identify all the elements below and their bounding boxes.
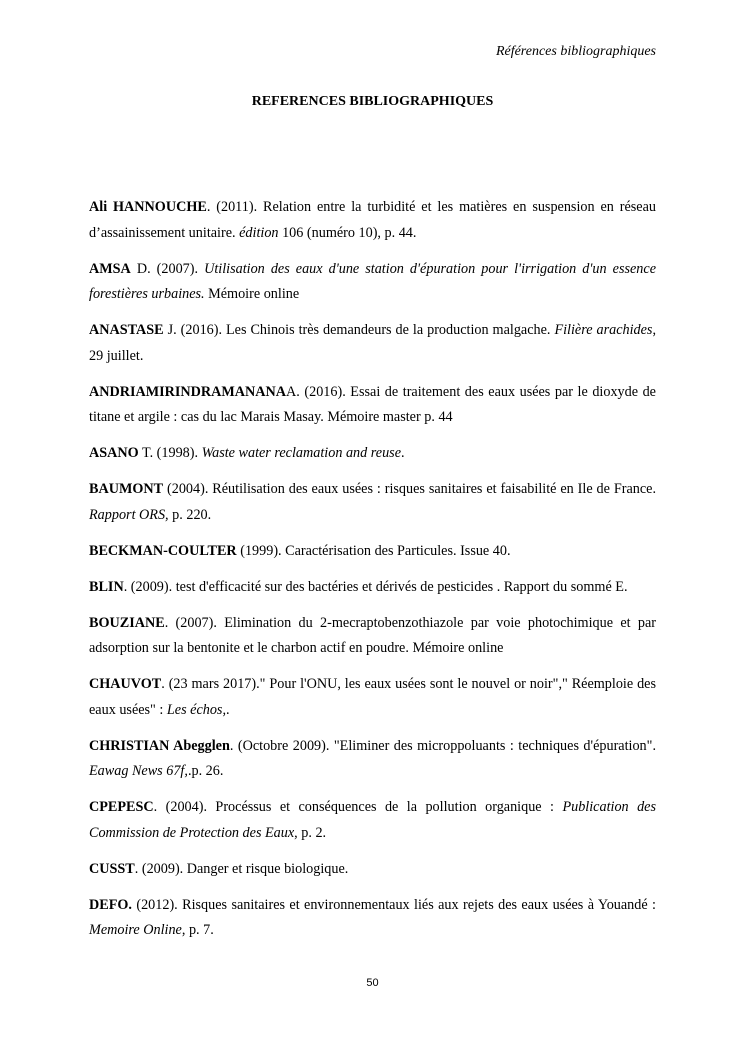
- reference-text: . (Octobre 2009). "Eliminer des microppoluants : techniques d'épuration".: [229, 737, 656, 754]
- reference-text: .: [401, 445, 405, 461]
- reference-text: T. (1998).: [138, 445, 202, 461]
- reference-text: J. (2016). Les Chinois très demandeurs de la production malgache.: [163, 322, 555, 338]
- reference-item: [89, 795, 656, 846]
- reference-source: Les échos,: [166, 701, 226, 718]
- reference-text: (1999). Caractérisation des Particules. Issue 40.: [236, 542, 511, 559]
- reference-source: Filière arachides: [554, 322, 653, 338]
- reference-author: Ali HANNOUCHE: [89, 199, 207, 215]
- reference-author: AMSA: [89, 260, 131, 277]
- reference-author: ASANO: [89, 445, 139, 461]
- reference-item: [89, 611, 656, 662]
- reference-text: . (2009). test d'efficacité sur des bactéries et dérivés de pesticides . Rapport du sommé E.: [123, 578, 628, 595]
- reference-item: [89, 734, 656, 785]
- reference-text: 106 (numéro 10), p. 44.: [278, 224, 417, 241]
- reference-text: .p. 26.: [187, 763, 224, 779]
- reference-author: BAUMONT: [89, 481, 164, 497]
- reference-text: . (2009). Danger et risque biologique.: [134, 860, 349, 877]
- reference-item: [89, 893, 656, 944]
- reference-text: . (2011). Relation entre la turbidité et les matières en suspension en réseau d’assainissement unitaire.: [89, 199, 656, 241]
- reference-text: , p. 7.: [181, 922, 214, 938]
- reference-author: CHAUVOT: [89, 676, 162, 692]
- reference-item: [89, 672, 656, 723]
- reference-text: D. (2007).: [130, 260, 205, 277]
- reference-text: A. (2016). Essai de traitement des eaux usées par le dioxyde de titane et argile : cas du lac Marais Masay. Mémoire master p. 44: [89, 383, 656, 425]
- reference-source: Waste water reclamation and reuse: [201, 445, 401, 461]
- reference-text: (2012). Risques sanitaires et environnementaux liés aux rejets des eaux usées à Youandé :: [131, 896, 656, 913]
- reference-text: .: [226, 701, 230, 718]
- reference-item: [89, 477, 656, 528]
- reference-author: ANASTASE: [89, 322, 164, 338]
- reference-text: (2004). Réutilisation des eaux usées : risques sanitaires et faisabilité en Ile de France.: [163, 481, 656, 497]
- reference-source: Memoire Online: [89, 922, 182, 938]
- reference-item: [89, 257, 656, 308]
- reference-item: [89, 380, 656, 431]
- reference-source: Publication des Commission de Protection des Eaux: [89, 799, 656, 841]
- running-header: Références bibliographiques: [495, 44, 656, 59]
- reference-author: BECKMAN-COULTER: [89, 542, 237, 559]
- reference-source: Rapport ORS,: [89, 506, 169, 523]
- reference-item: [89, 195, 656, 246]
- reference-source: édition: [239, 224, 279, 241]
- reference-text: . (23 mars 2017)." Pour l'ONU, les eaux usées sont le nouvel or noir"," Réemploie des eaux usées" :: [89, 676, 656, 718]
- reference-text: , p. 2.: [294, 824, 327, 841]
- reference-author: BLIN: [89, 578, 124, 595]
- reference-list: [89, 195, 656, 954]
- reference-text: Mémoire online: [204, 286, 300, 302]
- reference-item: [89, 575, 656, 601]
- reference-author: CPEPESC: [89, 799, 154, 815]
- reference-source: Utilisation des eaux d'une station d'épuration pour l'irrigation d'un essence forestières urbaines.: [89, 260, 656, 302]
- reference-author: CUSST: [89, 860, 135, 877]
- reference-item: [89, 539, 656, 565]
- reference-source: Eawag News 67f,: [89, 763, 188, 779]
- reference-text: p. 220.: [168, 506, 212, 523]
- reference-author: ANDRIAMIRINDRAMANANA: [89, 383, 287, 400]
- reference-text: , 29 juillet.: [89, 322, 656, 364]
- page-number: 50: [366, 977, 379, 989]
- page-title: REFERENCES BIBLIOGRAPHIQUES: [251, 94, 494, 109]
- reference-author: BOUZIANE: [89, 614, 165, 631]
- reference-author: CHRISTIAN Abegglen: [89, 737, 230, 754]
- reference-text: . (2007). Elimination du 2-mecraptobenzothiazole par voie photochimique et par adsorption sur la bentonite et le charbon actif en poudre. Mémoire online: [89, 614, 656, 656]
- reference-text: . (2004). Procéssus et conséquences de la pollution organique :: [153, 799, 563, 815]
- reference-author: DEFO.: [89, 896, 132, 913]
- reference-item: [89, 441, 656, 467]
- reference-item: [89, 318, 656, 369]
- reference-item: [89, 857, 656, 883]
